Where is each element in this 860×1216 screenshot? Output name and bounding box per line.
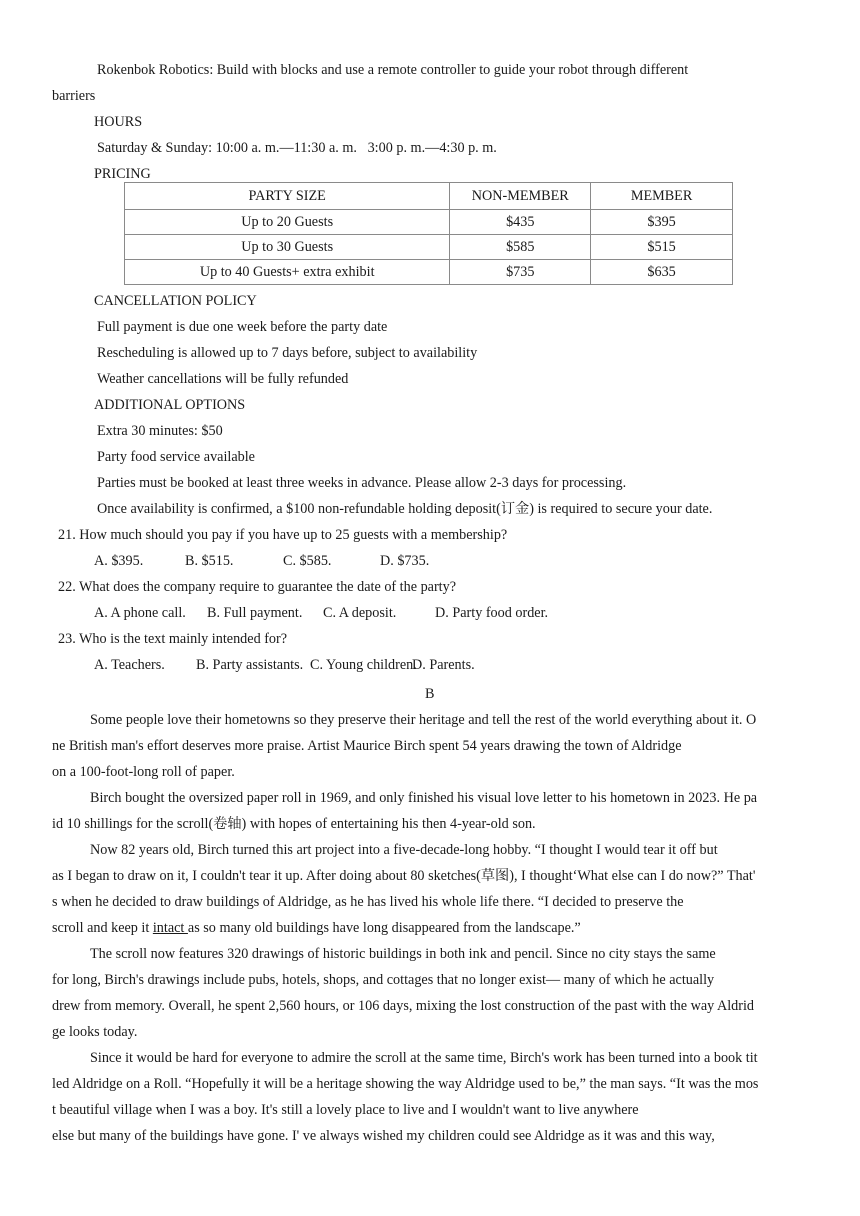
option-a: A. $395.: [94, 553, 144, 569]
non-member-price-cell: $585: [450, 235, 591, 260]
additional-options-heading: ADDITIONAL OPTIONS: [94, 397, 246, 413]
passage-line: [52, 919, 581, 937]
cancellation-item: Rescheduling is allowed up to 7 days before, subject to availability: [97, 345, 478, 361]
question-23-stem: 23. Who is the text mainly intended for?: [58, 631, 288, 647]
cancellation-item: Weather cancellations will be fully refunded: [97, 371, 349, 387]
pricing-header-row: [125, 183, 733, 210]
table-row: [125, 210, 733, 235]
passage-line: else but many of the buildings have gone. I' ve always wished my children could see Aldridge as it was and this way,: [52, 1128, 715, 1144]
passage-line: for long, Birch's drawings include pubs, hotels, shops, and cottages that no longer exist— many of which he actually: [52, 972, 715, 988]
option-c: C. Young children.: [310, 657, 417, 673]
passage-line: led Aldridge on a Roll. “Hopefully it will be a heritage showing the way Aldridge used to be,” the man says. “It was the mos: [52, 1076, 759, 1092]
non-member-price-cell: $735: [450, 260, 591, 285]
cancellation-item: Full payment is due one week before the party date: [97, 319, 388, 335]
question-22-stem: 22. What does the company require to guarantee the date of the party?: [58, 579, 457, 595]
passage-text: as so many old buildings have long disappeared from the landscape.”: [187, 920, 581, 936]
option-b: B. $515.: [185, 553, 234, 569]
passage-line: Since it would be hard for everyone to admire the scroll at the same time, Birch's work has been turned into a book tit: [90, 1050, 758, 1066]
additional-option-item: Parties must be booked at least three weeks in advance. Please allow 2-3 days for processing.: [97, 475, 627, 491]
passage-line: ne British man's effort deserves more praise. Artist Maurice Birch spent 54 years drawing the town of Aldridge: [52, 738, 682, 754]
hours-text: Saturday & Sunday: 10:00 a. m.—11:30 a. m. 3:00 p. m.—4:30 p. m.: [97, 140, 497, 156]
pricing-table: [124, 182, 733, 285]
passage-line: id 10 shillings for the scroll(卷轴) with hopes of entertaining his then 4-year-old son.: [52, 816, 536, 832]
question-21-options: [94, 552, 429, 570]
cancellation-heading: CANCELLATION POLICY: [94, 293, 257, 309]
table-row: [125, 235, 733, 260]
intro-line-1: Rokenbok Robotics: Build with blocks and use a remote controller to guide your robot through different: [97, 62, 689, 78]
passage-line: ge looks today.: [52, 1024, 138, 1040]
option-d: D. $735.: [380, 553, 430, 569]
non-member-price-cell: $435: [450, 210, 591, 235]
member-price-cell: $515: [591, 235, 733, 260]
hours-heading: HOURS: [94, 114, 143, 130]
table-row: [125, 260, 733, 285]
question-22-options: [94, 604, 548, 622]
pricing-heading: PRICING: [94, 166, 151, 182]
column-header-non-member: NON-MEMBER: [450, 183, 591, 210]
additional-option-item: Party food service available: [97, 449, 255, 465]
passage-text: scroll and keep it: [52, 920, 153, 936]
passage-line: t beautiful village when I was a boy. It's still a lovely place to live and I wouldn't want to live anywhere: [52, 1102, 639, 1118]
passage-line: Birch bought the oversized paper roll in 1969, and only finished his visual love letter to his hometown in 2023. He pa: [90, 790, 758, 806]
member-price-cell: $395: [591, 210, 733, 235]
party-size-cell: Up to 40 Guests+ extra exhibit: [125, 260, 450, 285]
passage-line: Some people love their hometowns so they preserve their heritage and tell the rest of the world everything about it. O: [90, 712, 757, 728]
passage-line: drew from memory. Overall, he spent 2,560 hours, or 106 days, mixing the lost construction of the past with the way Aldrid: [52, 998, 755, 1014]
passage-line: Now 82 years old, Birch turned this art project into a five-decade-long hobby. “I thought I would tear it off but: [90, 842, 718, 858]
passage-line: s when he decided to draw buildings of Aldridge, as he has lived his whole life there. “I decided to preserve the: [52, 894, 684, 910]
column-header-member: MEMBER: [591, 183, 733, 210]
intro-line-2: barriers: [52, 88, 96, 104]
member-price-cell: $635: [591, 260, 733, 285]
option-c: C. $585.: [283, 553, 332, 569]
column-header-party-size: PARTY SIZE: [125, 183, 450, 210]
option-a: A. Teachers.: [94, 657, 165, 673]
option-b: B. Party assistants.: [196, 657, 304, 673]
passage-line: on a 100-foot-long roll of paper.: [52, 764, 235, 780]
party-size-cell: Up to 30 Guests: [125, 235, 450, 260]
additional-option-item: Extra 30 minutes: $50: [97, 423, 223, 439]
option-c: C. A deposit.: [323, 605, 397, 621]
option-a: A. A phone call.: [94, 605, 186, 621]
question-23-options: [94, 656, 475, 674]
question-21-stem: 21. How much should you pay if you have up to 25 guests with a membership?: [58, 527, 508, 543]
party-size-cell: Up to 20 Guests: [125, 210, 450, 235]
option-b: B. Full payment.: [207, 605, 303, 621]
additional-option-item: Once availability is confirmed, a $100 non-refundable holding deposit(订金) is required to secure your date.: [97, 501, 713, 517]
option-d: D. Parents.: [412, 657, 475, 673]
passage-line: The scroll now features 320 drawings of historic buildings in both ink and pencil. Since no city stays the same: [90, 946, 716, 962]
option-d: D. Party food order.: [435, 605, 549, 621]
passage-line: as I began to draw on it, I couldn't tear it up. After doing about 80 sketches(草图), I thought‘What else can I do now?” That': [52, 868, 756, 884]
underlined-word: intact: [152, 920, 188, 936]
section-b-label: B: [425, 686, 435, 702]
